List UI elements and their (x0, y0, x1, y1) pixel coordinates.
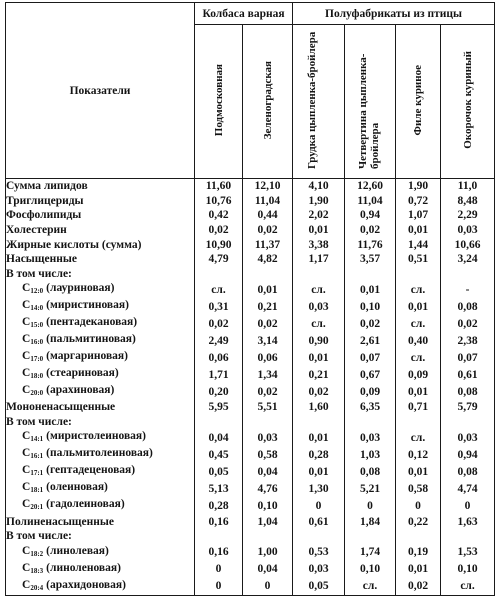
cell-value: 12,60 (345, 179, 396, 194)
cell-value: сл. (441, 578, 495, 596)
cell-value: сл. (396, 315, 441, 332)
column-header-zelenogradskaya: Зеленоградская (243, 25, 293, 179)
cell-value: 0,10 (345, 298, 396, 315)
cell-value: 0,02 (195, 223, 243, 238)
cell-value: 1,07 (396, 208, 441, 223)
row-label: Сумма липидов (6, 179, 195, 194)
fatty-acid-label (22, 562, 121, 574)
fatty-acid-label (22, 498, 125, 510)
table-row (6, 366, 495, 383)
cell-value: 10,66 (441, 237, 495, 252)
cell-value: 0,21 (293, 366, 345, 383)
fatty-acid-formula: 15:0 (30, 321, 44, 330)
cell-value: 0,03 (293, 298, 345, 315)
table-row (6, 544, 495, 561)
fatty-acid-name: (линолевая) (46, 544, 109, 557)
cell-value: 0,28 (293, 446, 345, 463)
cell-value: 0,02 (243, 223, 293, 238)
fatty-acid-symbol: C (22, 367, 31, 380)
row-label (6, 497, 195, 514)
cell-value: 1,17 (293, 252, 345, 267)
fatty-acid-label (22, 299, 129, 311)
cell-value: сл. (396, 429, 441, 446)
fatty-acid-formula: 18:1 (30, 486, 44, 495)
fatty-acid-name: (пентадекановая) (46, 316, 138, 329)
cell-value (396, 529, 441, 544)
cell-value: 1,71 (195, 366, 243, 383)
fatty-acid-label (22, 579, 126, 591)
cell-value (345, 267, 396, 282)
cell-value: 0,28 (195, 497, 243, 514)
cell-value: 2,38 (441, 332, 495, 349)
cell-value: 0,05 (293, 578, 345, 596)
cell-value: 6,35 (345, 400, 396, 415)
cell-value (293, 529, 345, 544)
cell-value: 4,82 (243, 252, 293, 267)
fatty-acid-symbol: C (22, 282, 31, 295)
cell-value: 0 (243, 578, 293, 596)
fatty-acid-symbol: C (22, 333, 31, 346)
cell-value: 5,21 (345, 480, 396, 497)
cell-value (345, 415, 396, 430)
fatty-acid-symbol: C (22, 316, 31, 329)
fatty-acid-symbol: C (22, 578, 31, 591)
cell-value (441, 267, 495, 282)
fatty-acid-label (22, 545, 109, 557)
table-row (6, 561, 495, 578)
fatty-acid-name: (миристолеиновая) (46, 430, 146, 443)
fatty-acid-symbol: C (22, 481, 31, 494)
cell-value: 0,03 (441, 223, 495, 238)
cell-value: 0,01 (243, 281, 293, 298)
fatty-acid-label (22, 481, 108, 493)
fatty-acid-name: (гептадеценовая) (46, 464, 136, 477)
cell-value: 0,02 (345, 223, 396, 238)
fatty-acid-formula: 18:0 (30, 372, 44, 381)
cell-value: 0,02 (345, 315, 396, 332)
table-row (6, 529, 495, 544)
cell-value: 0,42 (195, 208, 243, 223)
table-row (6, 223, 495, 238)
cell-value (293, 415, 345, 430)
cell-value: 0,02 (396, 578, 441, 596)
cell-value (195, 267, 243, 282)
cell-value: 0,06 (243, 349, 293, 366)
cell-value: 4,74 (441, 480, 495, 497)
fatty-acid-label (22, 282, 114, 294)
row-label (6, 429, 195, 446)
cell-value: 2,02 (293, 208, 345, 223)
fatty-acid-symbol: C (22, 464, 31, 477)
row-label (6, 281, 195, 298)
fatty-acid-name: (олеиновая) (46, 481, 108, 494)
cell-value: 0,51 (396, 252, 441, 267)
table-row (6, 281, 495, 298)
cell-value: 0,01 (293, 463, 345, 480)
cell-value: 5,95 (195, 400, 243, 415)
cell-value: 0,03 (243, 429, 293, 446)
table-row (6, 415, 495, 430)
table-row (6, 578, 495, 596)
fatty-acid-label (22, 430, 146, 442)
cell-value: 11,04 (345, 194, 396, 209)
header-group-row (6, 3, 495, 25)
fatty-acid-label (22, 384, 114, 396)
cell-value: 0,01 (396, 561, 441, 578)
cell-value: 0,08 (441, 298, 495, 315)
cell-value: 11,0 (441, 179, 495, 194)
cell-value: 0,02 (293, 383, 345, 400)
cell-value: 0,08 (345, 463, 396, 480)
cell-value: 11,60 (195, 179, 243, 194)
row-label (6, 463, 195, 480)
cell-value: 0,20 (195, 383, 243, 400)
column-header-chicken-breast: Грудка цыпленка-бройлера (293, 25, 345, 179)
cell-value: 0,61 (441, 366, 495, 383)
cell-value: 0,90 (293, 332, 345, 349)
cell-value: 3,38 (293, 237, 345, 252)
cell-value: 0,71 (396, 400, 441, 415)
cell-value: 0 (396, 497, 441, 514)
cell-value: 0,01 (396, 383, 441, 400)
cell-value: 1,63 (441, 514, 495, 529)
cell-value: 0,04 (243, 561, 293, 578)
cell-value: 11,37 (243, 237, 293, 252)
fatty-acid-name: (гадолеиновая) (46, 498, 125, 511)
fatty-acid-name: (лауриновая) (46, 282, 115, 295)
cell-value: 0,21 (243, 298, 293, 315)
row-label: Полиненасыщенные (6, 514, 195, 529)
table-row (6, 480, 495, 497)
fatty-acid-formula: 20:0 (30, 389, 44, 398)
cell-value: 1,00 (243, 544, 293, 561)
cell-value: 0,02 (243, 383, 293, 400)
cell-value: 0,01 (345, 281, 396, 298)
fatty-acid-label (22, 316, 137, 328)
cell-value: 5,13 (195, 480, 243, 497)
table-row (6, 315, 495, 332)
table-row (6, 332, 495, 349)
fatty-acid-symbol: C (22, 544, 31, 557)
cell-value: 1,44 (396, 237, 441, 252)
table-row (6, 194, 495, 209)
cell-value: 0,04 (195, 429, 243, 446)
cell-value: 0,08 (441, 463, 495, 480)
cell-value: 8,48 (441, 194, 495, 209)
fatty-acid-formula: 18:3 (30, 566, 44, 575)
cell-value (243, 529, 293, 544)
cell-value (441, 415, 495, 430)
row-label: Мононенасыщенные (6, 400, 195, 415)
fatty-acid-formula: 16:0 (30, 338, 44, 347)
fatty-acid-formula: 16:1 (30, 452, 44, 461)
fatty-acid-formula: 14:0 (30, 304, 44, 313)
cell-value: 11,04 (243, 194, 293, 209)
cell-value: 0 (195, 561, 243, 578)
cell-value: 0,03 (293, 561, 345, 578)
row-label: Триглицериды (6, 194, 195, 209)
cell-value: 0,04 (243, 463, 293, 480)
cell-value: 0,02 (243, 315, 293, 332)
row-label (6, 315, 195, 332)
cell-value: 0,53 (293, 544, 345, 561)
group-header-poultry: Полуфабрикаты из птицы (293, 3, 495, 25)
table-row (6, 383, 495, 400)
cell-value: 0,02 (195, 315, 243, 332)
fatty-acid-label (22, 350, 128, 362)
column-header-chicken-quarter: Четвертина цыпленка-бройлера (345, 25, 396, 179)
cell-value: 1,84 (345, 514, 396, 529)
cell-value: 5,51 (243, 400, 293, 415)
cell-value: 1,04 (243, 514, 293, 529)
cell-value: 0,44 (243, 208, 293, 223)
cell-value: 0,07 (441, 349, 495, 366)
cell-value: 0,22 (396, 514, 441, 529)
row-label (6, 298, 195, 315)
table-row (6, 463, 495, 480)
cell-value: 0,31 (195, 298, 243, 315)
fatty-acid-label (22, 333, 136, 345)
cell-value: 1,60 (293, 400, 345, 415)
row-label (6, 366, 195, 383)
params-header: Показатели (6, 3, 195, 179)
fatty-acid-name: (пальмитиновая) (46, 333, 136, 346)
cell-value: 0,16 (195, 544, 243, 561)
fatty-acid-label (22, 367, 119, 379)
table-row (6, 252, 495, 267)
fatty-acid-symbol: C (22, 299, 31, 312)
cell-value: 3,57 (345, 252, 396, 267)
fatty-acid-formula: 20:1 (30, 503, 44, 512)
cell-value: 0,01 (293, 223, 345, 238)
cell-value: 1,30 (293, 480, 345, 497)
row-label: Фосфолипиды (6, 208, 195, 223)
lipid-composition-table (5, 2, 495, 596)
fatty-acid-symbol: C (22, 447, 31, 460)
group-header-sausage: Колбаса варная (195, 3, 293, 25)
cell-value: 0,02 (441, 315, 495, 332)
table-row (6, 208, 495, 223)
cell-value: 0,12 (396, 446, 441, 463)
cell-value: сл. (396, 349, 441, 366)
fatty-acid-formula: 17:0 (30, 355, 44, 364)
cell-value: 0,07 (345, 349, 396, 366)
cell-value: 0,67 (345, 366, 396, 383)
cell-value: 0,58 (243, 446, 293, 463)
cell-value: 2,49 (195, 332, 243, 349)
fatty-acid-name: (миристиновая) (46, 299, 129, 312)
table-row (6, 298, 495, 315)
row-label (6, 544, 195, 561)
table-row (6, 446, 495, 463)
cell-value: сл. (195, 281, 243, 298)
cell-value: - (441, 281, 495, 298)
cell-value: 1,34 (243, 366, 293, 383)
row-label (6, 332, 195, 349)
cell-value: 0,06 (195, 349, 243, 366)
cell-value (243, 267, 293, 282)
fatty-acid-formula: 17:1 (30, 469, 44, 478)
fatty-acid-symbol: C (22, 498, 31, 511)
cell-value: 0,01 (396, 463, 441, 480)
cell-value: 0,19 (396, 544, 441, 561)
table-row (6, 267, 495, 282)
cell-value: 0,01 (396, 223, 441, 238)
table-row (6, 514, 495, 529)
cell-value: 3,14 (243, 332, 293, 349)
cell-value: 0,45 (195, 446, 243, 463)
cell-value: 10,76 (195, 194, 243, 209)
cell-value: 0,03 (441, 429, 495, 446)
row-label (6, 349, 195, 366)
cell-value: 0,16 (195, 514, 243, 529)
row-label: Насыщенные (6, 252, 195, 267)
cell-value: 0,58 (396, 480, 441, 497)
cell-value (345, 529, 396, 544)
table-row (6, 497, 495, 514)
fatty-acid-name: (линоленовая) (46, 561, 121, 574)
cell-value: 0,08 (441, 383, 495, 400)
cell-value: 0 (195, 578, 243, 596)
cell-value: 12,10 (243, 179, 293, 194)
cell-value: 0,05 (195, 463, 243, 480)
cell-value: 0,10 (243, 497, 293, 514)
cell-value: 5,79 (441, 400, 495, 415)
cell-value: сл. (293, 281, 345, 298)
row-label (6, 383, 195, 400)
cell-value: 0,09 (345, 383, 396, 400)
cell-value: 0,01 (293, 429, 345, 446)
fatty-acid-name: (арахидоновая) (46, 578, 126, 591)
fatty-acid-symbol: C (22, 384, 31, 397)
cell-value: 3,24 (441, 252, 495, 267)
cell-value: 0,94 (345, 208, 396, 223)
fatty-acid-symbol: C (22, 350, 31, 363)
cell-value (396, 267, 441, 282)
cell-value: 0,61 (293, 514, 345, 529)
fatty-acid-name: (пальмитолеиновая) (46, 447, 153, 460)
fatty-acid-name: (стеариновая) (46, 367, 119, 380)
cell-value: 0,94 (441, 446, 495, 463)
cell-value: 0 (441, 497, 495, 514)
cell-value (293, 267, 345, 282)
table-row (6, 179, 495, 194)
column-header-chicken-leg: Окорочок куриный (441, 25, 495, 179)
cell-value: 1,03 (345, 446, 396, 463)
cell-value: 4,79 (195, 252, 243, 267)
table-row (6, 237, 495, 252)
column-header-chicken-fillet: Филе куриное (396, 25, 441, 179)
cell-value: 10,90 (195, 237, 243, 252)
fatty-acid-formula: 12:0 (30, 287, 44, 296)
table-row (6, 400, 495, 415)
table-body (6, 179, 495, 596)
cell-value: 0,72 (396, 194, 441, 209)
cell-value: 11,76 (345, 237, 396, 252)
row-label: В том числе: (6, 267, 195, 282)
cell-value: 0,01 (293, 349, 345, 366)
table-row (6, 429, 495, 446)
row-label: Холестерин (6, 223, 195, 238)
cell-value: сл. (396, 281, 441, 298)
cell-value (441, 529, 495, 544)
cell-value (195, 529, 243, 544)
cell-value: 0 (345, 497, 396, 514)
cell-value: 2,61 (345, 332, 396, 349)
cell-value: 0,01 (396, 298, 441, 315)
fatty-acid-name: (маргариновая) (46, 350, 128, 363)
cell-value: 0,03 (345, 429, 396, 446)
cell-value: сл. (345, 578, 396, 596)
row-label: В том числе: (6, 415, 195, 430)
row-label: Жирные кислоты (сумма) (6, 237, 195, 252)
fatty-acid-formula: 14:1 (30, 435, 44, 444)
cell-value (396, 415, 441, 430)
column-header-podmoskovnaya: Подмосковная (195, 25, 243, 179)
table-row (6, 349, 495, 366)
cell-value: сл. (293, 315, 345, 332)
cell-value: 4,10 (293, 179, 345, 194)
cell-value: 0,10 (441, 561, 495, 578)
cell-value: 4,76 (243, 480, 293, 497)
row-label (6, 561, 195, 578)
cell-value: 1,53 (441, 544, 495, 561)
fatty-acid-formula: 18:2 (30, 549, 44, 558)
cell-value: 0 (293, 497, 345, 514)
cell-value (195, 415, 243, 430)
row-label: В том числе: (6, 529, 195, 544)
row-label (6, 578, 195, 596)
row-label (6, 446, 195, 463)
cell-value: 1,90 (293, 194, 345, 209)
cell-value: 0,09 (396, 366, 441, 383)
fatty-acid-symbol: C (22, 430, 31, 443)
cell-value: 0,10 (345, 561, 396, 578)
fatty-acid-symbol: C (22, 561, 31, 574)
cell-value (243, 415, 293, 430)
row-label (6, 480, 195, 497)
cell-value: 2,29 (441, 208, 495, 223)
cell-value: 1,90 (396, 179, 441, 194)
fatty-acid-name: (арахиновая) (46, 384, 115, 397)
fatty-acid-label (22, 464, 135, 476)
fatty-acid-label (22, 447, 153, 459)
fatty-acid-formula: 20:4 (30, 583, 44, 592)
cell-value: 1,74 (345, 544, 396, 561)
cell-value: 0,40 (396, 332, 441, 349)
